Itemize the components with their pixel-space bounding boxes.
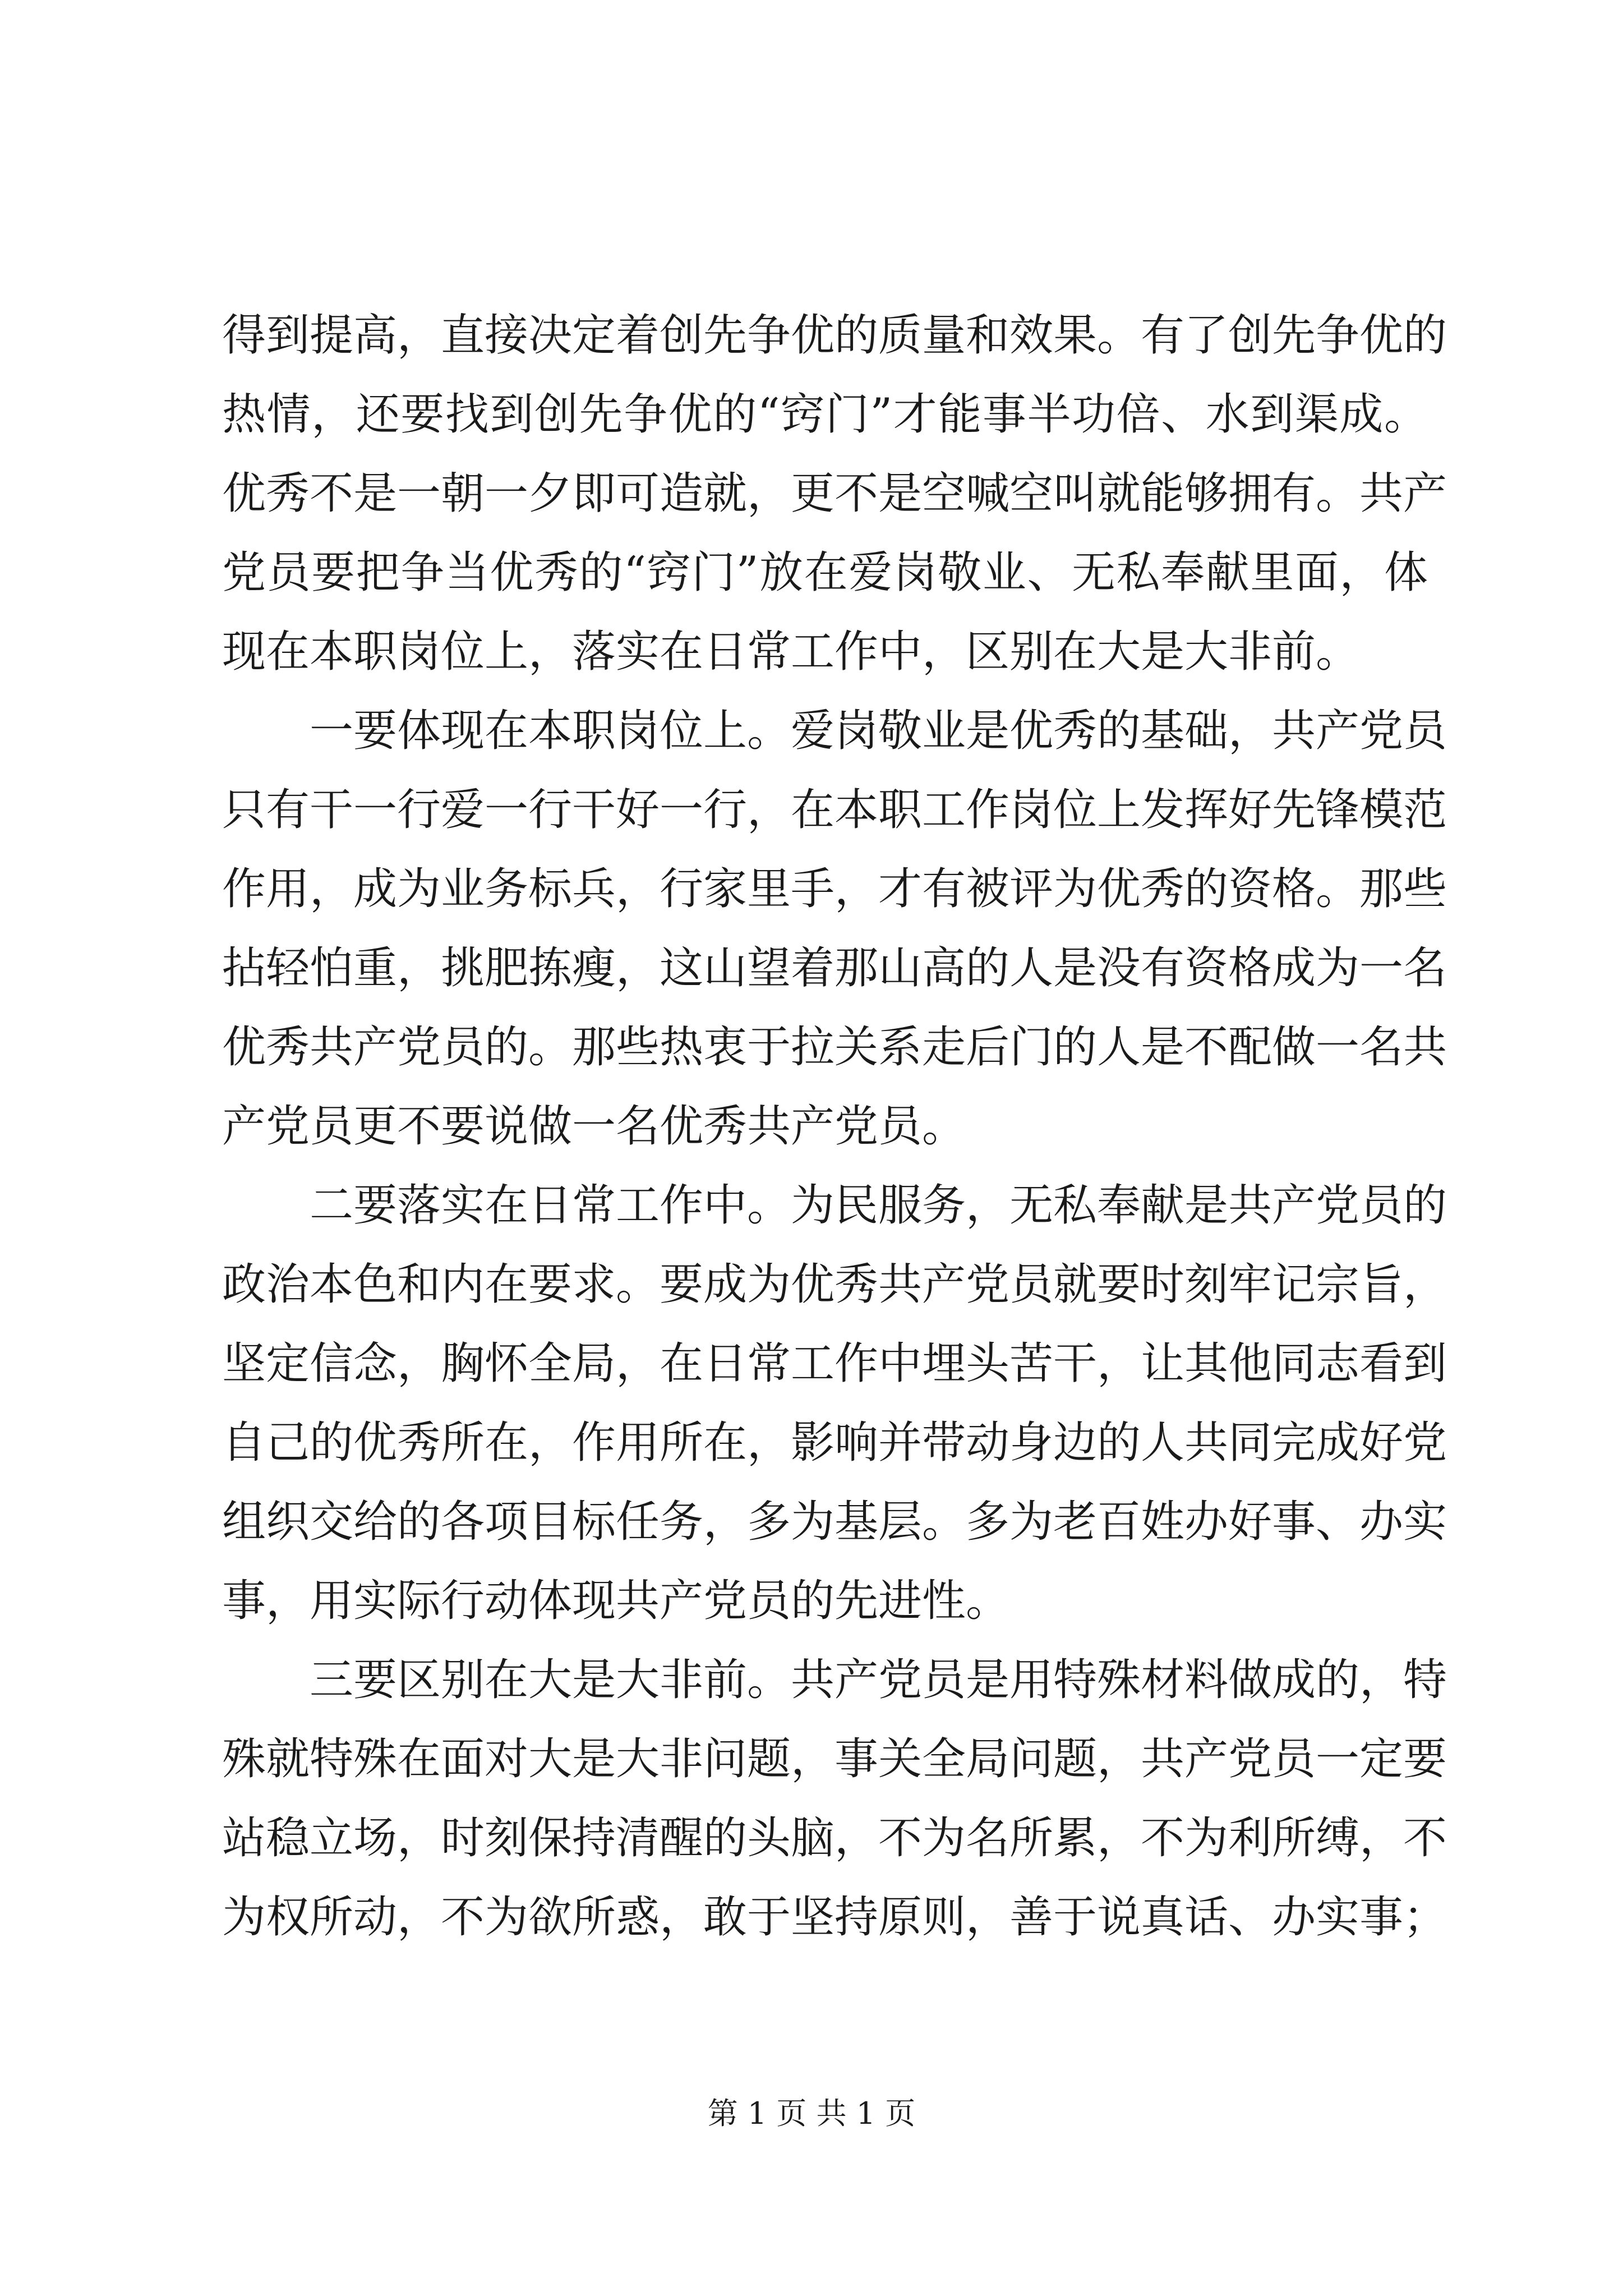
text-line: 为权所动，不为欲所惑，敢于坚持原则，善于说真话、办实事； (222, 1892, 1447, 1943)
text-line: 自己的优秀所在，作用所在，影响并带动身边的人共同完成好党 (222, 1418, 1447, 1468)
paragraph-first-line: 二要落实在日常工作中。为民服务，无私奉献是共产党员的 (310, 1180, 1447, 1231)
text-line: 殊就特殊在面对大是大非问题，事关全局问题，共产党员一定要 (222, 1734, 1447, 1784)
text-line: 得到提高，直接决定着创先争优的质量和效果。有了创先争优的 (222, 310, 1447, 361)
text-line: 坚定信念，胸怀全局，在日常工作中埋头苦干，让其他同志看到 (222, 1338, 1447, 1389)
page-footer: 第 1 页 共 1 页 (707, 2096, 916, 2131)
text-line: 党员要把争当优秀的“窍门”放在爱岗敬业、无私奉献里面，体 (222, 547, 1428, 598)
paragraph-first-line: 一要体现在本职岗位上。爱岗敬业是优秀的基础，共产党员 (310, 706, 1447, 756)
text-line: 政治本色和内在要求。要成为优秀共产党员就要时刻牢记宗旨， (222, 1259, 1447, 1310)
text-line: 作用，成为业务标兵，行家里手，才有被评为优秀的资格。那些 (222, 864, 1447, 914)
text-line: 拈轻怕重，挑肥拣瘦，这山望着那山高的人是没有资格成为一名 (222, 943, 1447, 993)
text-line: 事，用实际行动体现共产党员的先进性。 (222, 1576, 1010, 1626)
body-text (222, 296, 1447, 1957)
text-line: 现在本职岗位上，落实在日常工作中，区别在大是大非前。 (222, 627, 1360, 677)
text-line: 优秀不是一朝一夕即可造就，更不是空喊空叫就能够拥有。共产 (222, 468, 1447, 519)
text-line: 产党员更不要说做一名优秀共产党员。 (222, 1101, 966, 1152)
text-line: 站稳立场，时刻保持清醒的头脑，不为名所累，不为利所缚，不 (222, 1813, 1447, 1864)
text-line: 只有干一行爱一行干好一行，在本职工作岗位上发挥好先锋模范 (222, 785, 1447, 835)
paragraph-first-line: 三要区别在大是大非前。共产党员是用特殊材料做成的，特 (310, 1655, 1447, 1705)
text-line: 热情，还要找到创先争优的“窍门”才能事半功倍、水到渠成。 (222, 389, 1428, 440)
text-line: 优秀共产党员的。那些热衷于拉关系走后门的人是不配做一名共 (222, 1022, 1447, 1073)
text-line: 组织交给的各项目标任务，多为基层。多为老百姓办好事、办实 (222, 1497, 1447, 1547)
